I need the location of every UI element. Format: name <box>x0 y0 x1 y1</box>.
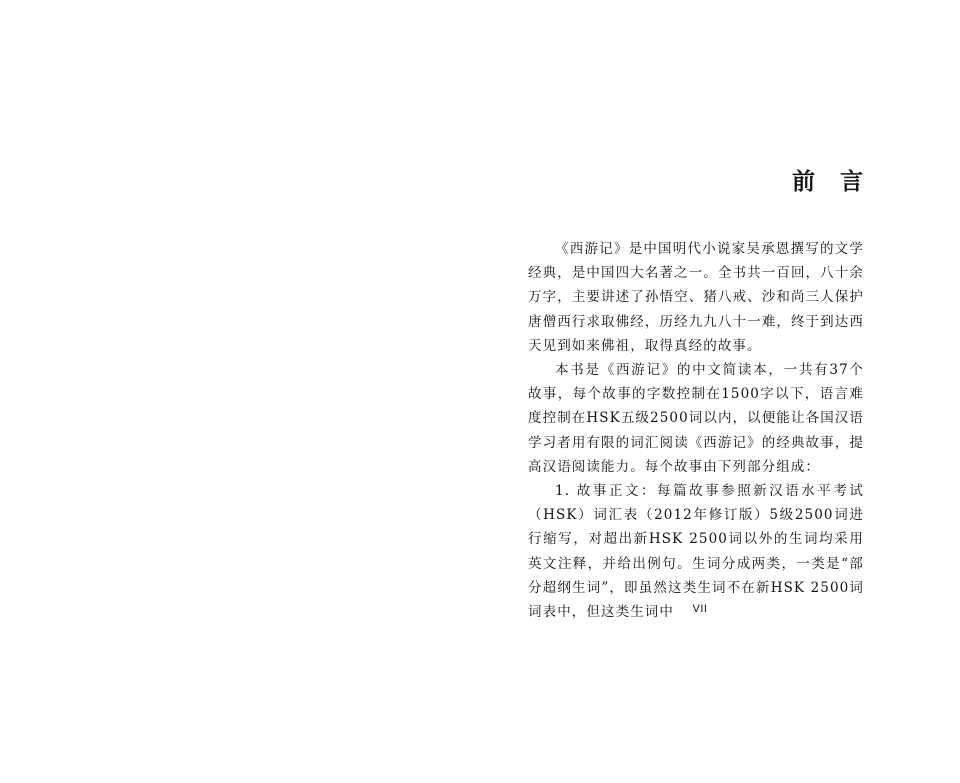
page-number: VII <box>692 603 708 615</box>
preface-body <box>528 237 864 624</box>
paragraph-intro: 《西游记》是中国明代小说家吴承恩撰写的文学经典，是中国四大名著之一。全书共一百回，八十余万字，主要讲述了孙悟空、猪八戒、沙和尚三人保护唐僧西行求取佛经，历经九九八十一难，终于到达西天见到如来佛祖，取得真经的故事。 <box>528 241 864 354</box>
paragraph-book-description: 本书是《西游记》的中文简读本，一共有37个故事，每个故事的字数控制在1500字以下，语言难度控制在HSK五级2500词以内，以便能让各国汉语学习者用有限的词汇阅读《西游记》的经典故事，提高汉语阅读能力。每个故事由下列部分组成： <box>528 362 864 475</box>
paragraph-story-text-item: 1. 故事正文：每篇故事参照新汉语水平考试（HSK）词汇表（2012年修订版）5级2500词进行缩写，对超出新HSK 2500词以外的生词均采用英文注释，并给出例句。生词分成两类，一类是“部分超纲生词”，即虽然这类生词不在新HSK 2500词词表中，但这类生词中 <box>528 483 864 621</box>
page-title: 前 言 <box>792 168 864 195</box>
